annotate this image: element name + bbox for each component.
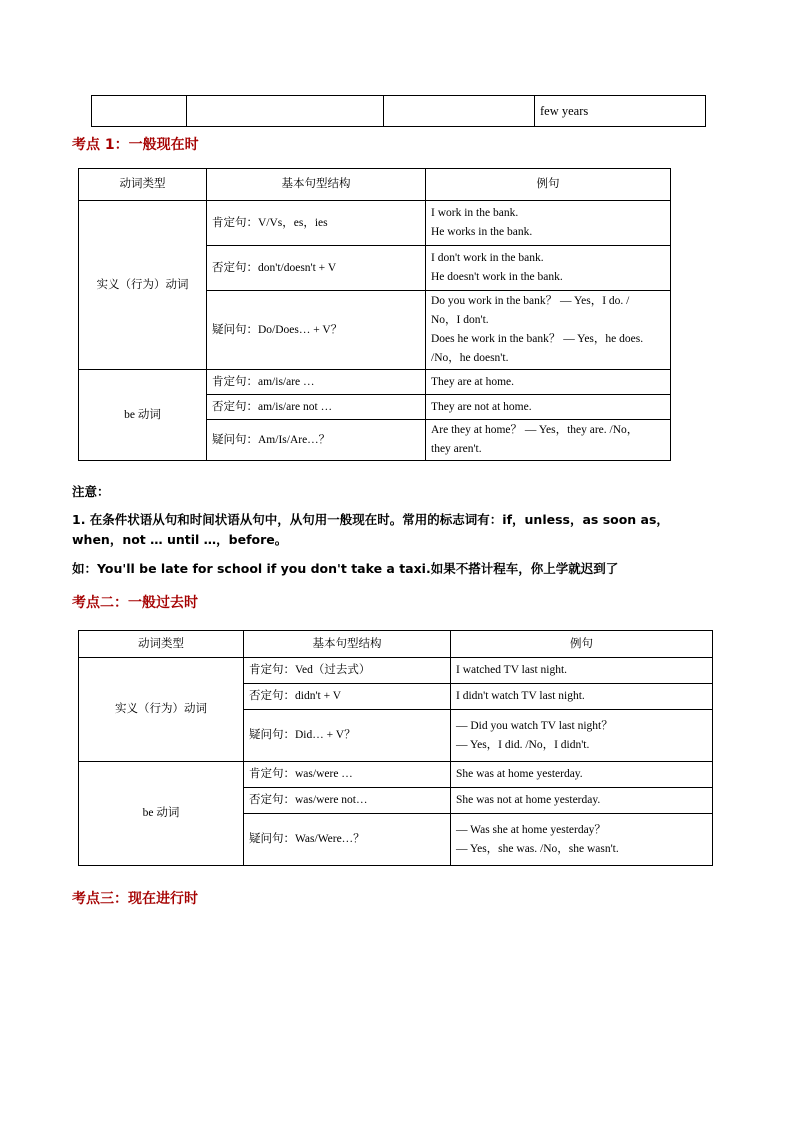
structure-cell: 肯定句：was/were … <box>244 762 451 788</box>
table-row <box>79 201 671 246</box>
example-line: Does he work in the bank？ — Yes，he does. <box>431 333 644 345</box>
example-cell <box>451 710 713 762</box>
structure-cell: 肯定句：am/is/are … <box>207 370 426 395</box>
example-line: I watched TV last night. <box>456 664 568 676</box>
note-label: 注意： <box>72 484 110 499</box>
example-cell <box>451 684 713 710</box>
continuation-table <box>91 95 706 127</box>
example-cell <box>426 395 671 420</box>
example-cell <box>451 658 713 684</box>
structure-cell: 肯定句：Ved（过去式） <box>244 658 451 684</box>
verb-type-cell: 实义（行为）动词 <box>79 658 244 762</box>
example-line: they aren't. <box>431 443 482 455</box>
column-header: 基本句型结构 <box>244 631 451 658</box>
table-row <box>92 96 706 127</box>
verb-type-cell: be 动词 <box>79 370 207 461</box>
example-cell <box>426 291 671 370</box>
column-header: 动词类型 <box>79 631 244 658</box>
example-cell <box>451 814 713 866</box>
example-line: /No，he doesn't. <box>431 352 509 364</box>
note-example: 如：You'll be late for school if you don't take a taxi.如果不搭计程车，你上学就迟到了 <box>72 561 619 576</box>
example-line: He works in the bank. <box>431 226 533 238</box>
table-row <box>79 658 713 684</box>
example-line: Do you work in the bank？ — Yes，I do. / <box>431 295 630 307</box>
structure-cell: 肯定句：V/Vs，es，ies <box>207 201 426 246</box>
example-line: Are they at home？ — Yes，they are. /No， <box>431 424 639 436</box>
table-row <box>79 762 713 788</box>
section3-heading: 考点三：现在进行时 <box>72 891 198 907</box>
table-cell <box>187 96 384 127</box>
table-cell <box>92 96 187 127</box>
example-line: I work in the bank. <box>431 207 519 219</box>
section2-heading: 考点二：一般过去时 <box>72 595 198 611</box>
example-line: She was at home yesterday. <box>456 768 583 780</box>
example-cell <box>426 420 671 461</box>
structure-cell: 否定句：didn't + V <box>244 684 451 710</box>
example-line: She was not at home yesterday. <box>456 794 601 806</box>
structure-cell: 疑问句：Do/Does… + V？ <box>207 291 426 370</box>
example-line: They are not at home. <box>431 400 532 413</box>
column-header: 例句 <box>426 169 671 201</box>
example-line: I don't work in the bank. <box>431 252 544 264</box>
column-header: 动词类型 <box>79 169 207 201</box>
structure-cell: 否定句：am/is/are not … <box>207 395 426 420</box>
past-simple-table <box>78 630 713 866</box>
section1-heading: 考点 1：一般现在时 <box>72 137 199 153</box>
example-line: — Did you watch TV last night？ <box>456 719 613 732</box>
example-line: — Yes，I did. /No，I didn't. <box>456 738 590 751</box>
example-cell <box>451 762 713 788</box>
note-line: 1. 在条件状语从句和时间状语从句中，从句用一般现在时。常用的标志词有：if，unless，as soon as， <box>72 512 669 527</box>
example-cell <box>426 370 671 395</box>
header-row <box>79 169 671 201</box>
header-row <box>79 631 713 658</box>
example-cell <box>426 246 671 291</box>
structure-cell: 疑问句：Was/Were…？ <box>244 814 451 866</box>
structure-cell: 否定句：don't/doesn't + V <box>207 246 426 291</box>
table-row <box>79 370 671 395</box>
example-cell <box>426 201 671 246</box>
example-line: — Was she at home yesterday？ <box>456 823 606 836</box>
example-line: I didn't watch TV last night. <box>456 690 585 702</box>
structure-cell: 疑问句：Did… + V？ <box>244 710 451 762</box>
note-line: when，not … until …，before。 <box>72 532 288 547</box>
example-line: They are at home. <box>431 375 515 388</box>
verb-type-cell: be 动词 <box>79 762 244 866</box>
table-cell: few years <box>535 96 706 127</box>
column-header: 基本句型结构 <box>207 169 426 201</box>
example-cell <box>451 788 713 814</box>
example-line: — Yes，she was. /No，she wasn't. <box>456 842 619 855</box>
column-header: 例句 <box>451 631 713 658</box>
table-cell <box>384 96 535 127</box>
structure-cell: 疑问句：Am/Is/Are…？ <box>207 420 426 461</box>
structure-cell: 否定句：was/were not… <box>244 788 451 814</box>
verb-type-cell: 实义（行为）动词 <box>79 201 207 370</box>
present-simple-table <box>78 168 671 461</box>
example-line: No，I don't. <box>431 314 489 326</box>
example-line: He doesn't work in the bank. <box>431 271 563 283</box>
